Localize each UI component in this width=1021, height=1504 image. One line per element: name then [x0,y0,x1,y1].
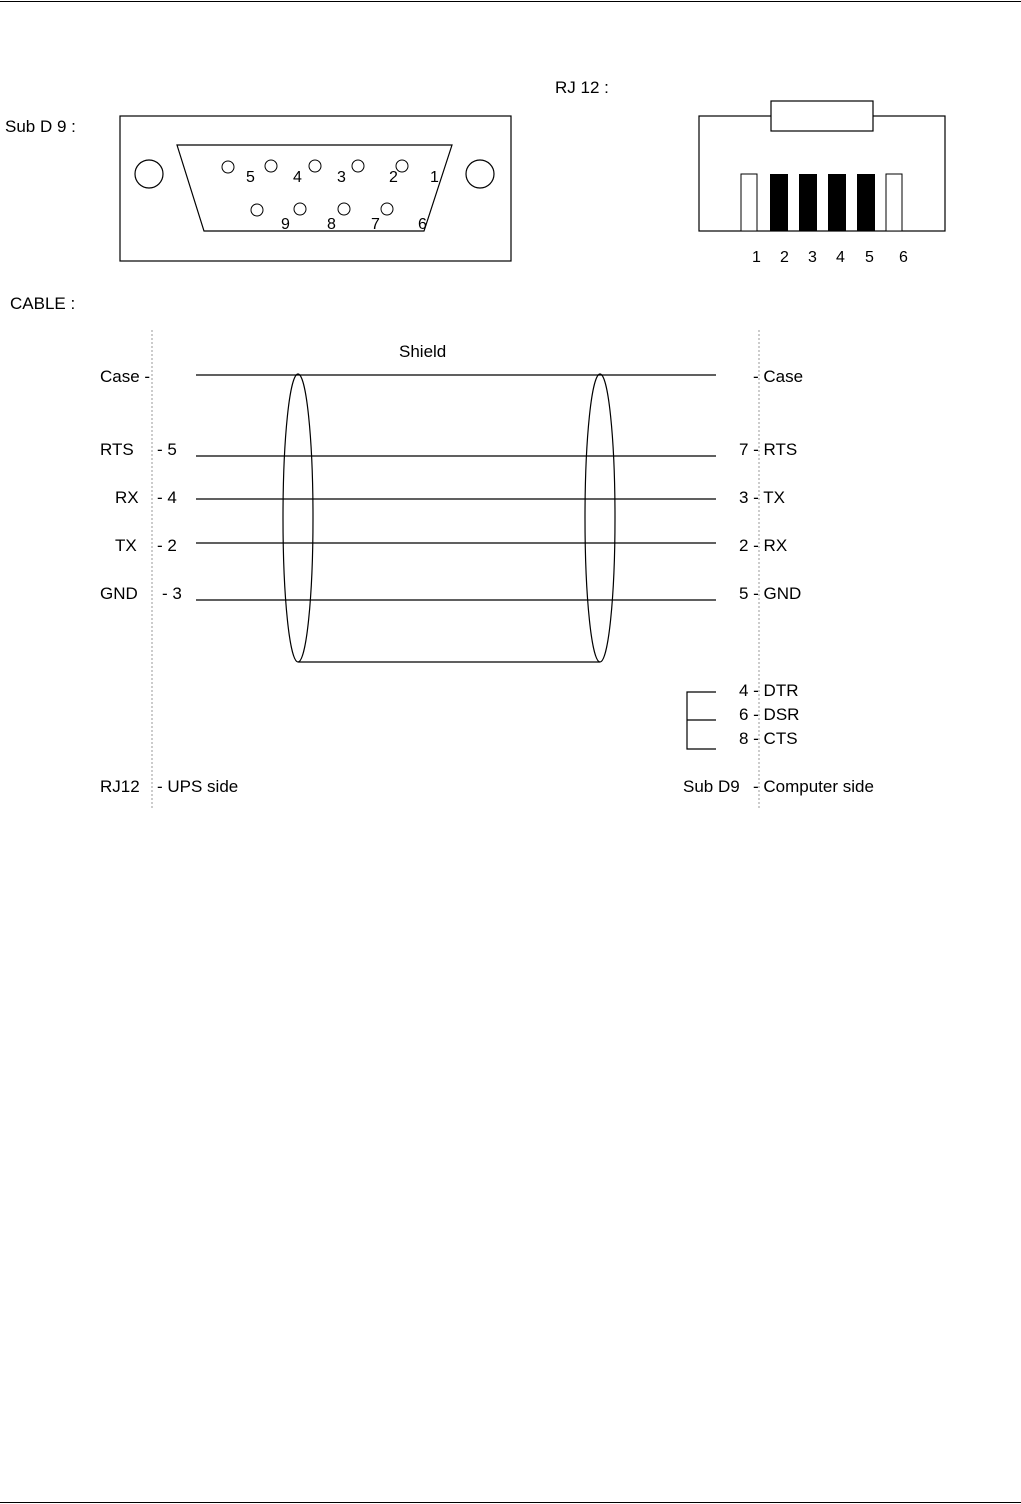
right-footer-desc: - Computer side [753,777,874,796]
subd9-bottom-label-8: 8 [327,216,336,233]
subd9-bottom-label-7: 7 [371,216,380,233]
left-tx-pin: - 2 [157,536,177,555]
rj12-pin-label-6: 6 [899,249,908,266]
subd9-mount-hole-right [466,160,494,188]
subd9-top-label-5: 5 [246,169,255,186]
left-footer-desc: - UPS side [157,777,239,796]
subd9-connector [5,116,511,261]
jumper-bracket [687,692,716,749]
rj12-pin-label-1: 1 [752,249,761,266]
left-case-label: Case - [100,367,151,386]
right-footer-name: Sub D9 [683,777,740,796]
subd9-top-label-4: 4 [293,169,302,186]
subd9-bottom-label-6: 6 [418,216,427,233]
subd9-top-label-3: 3 [337,169,346,186]
right-case-label: - Case [753,367,804,386]
right-rts-label: 7 - RTS [739,440,798,459]
subd9-pin-7 [338,203,350,215]
left-gnd-name: GND [100,584,138,603]
subd9-label: Sub D 9 : [5,117,76,136]
subd9-shell [177,145,452,231]
rj12-contact-4 [828,174,846,231]
right-rx-label: 2 - RX [739,536,788,555]
subd9-mount-hole-left [135,160,163,188]
left-footer-name: RJ12 [100,777,140,796]
subd9-pin-6 [381,203,393,215]
subd9-pin-4 [265,160,277,172]
left-rts-pin: - 5 [157,440,177,459]
rj12-body [699,116,945,231]
right-cts-label: 8 - CTS [739,729,798,748]
right-tx-label: 3 - TX [739,488,785,507]
subd9-pin-9 [251,204,263,216]
rj12-contact-5 [857,174,875,231]
right-gnd-label: 5 - GND [739,584,802,603]
rj12-pin-label-3: 3 [808,249,817,266]
subd9-frame [120,116,511,261]
rj12-pin-label-5: 5 [865,249,874,266]
rj12-pin-label-4: 4 [836,249,845,266]
rj12-contact-6 [886,174,902,231]
rj12-contact-2 [770,174,788,231]
shield-ring-left [283,374,313,662]
cable-label: CABLE : [10,294,76,313]
left-rx-name: RX [115,488,139,507]
rj12-contact-1 [741,174,757,231]
left-rx-pin: - 4 [157,488,177,507]
subd9-pin-5 [222,161,234,173]
right-dtr-label: 4 - DTR [739,681,799,700]
left-gnd-pin: - 3 [162,584,182,603]
subd9-pin-2 [352,160,364,172]
rj12-pin-label-2: 2 [780,249,789,266]
cable-diagram [10,294,874,810]
right-dsr-label: 6 - DSR [739,705,800,724]
subd9-bottom-label-9: 9 [281,216,290,233]
shield-label: Shield [399,342,447,361]
rj12-latch [771,101,873,131]
subd9-top-label-2: 2 [389,169,398,186]
subd9-pin-8 [294,203,306,215]
rj12-contact-3 [799,174,817,231]
shield-ring-right [585,374,615,662]
left-tx-name: TX [115,536,137,555]
rj12-label: RJ 12 : [555,78,609,97]
subd9-pin-3 [309,160,321,172]
rj12-connector [555,78,945,266]
subd9-top-label-1: 1 [430,169,439,186]
left-rts-name: RTS [100,440,134,459]
